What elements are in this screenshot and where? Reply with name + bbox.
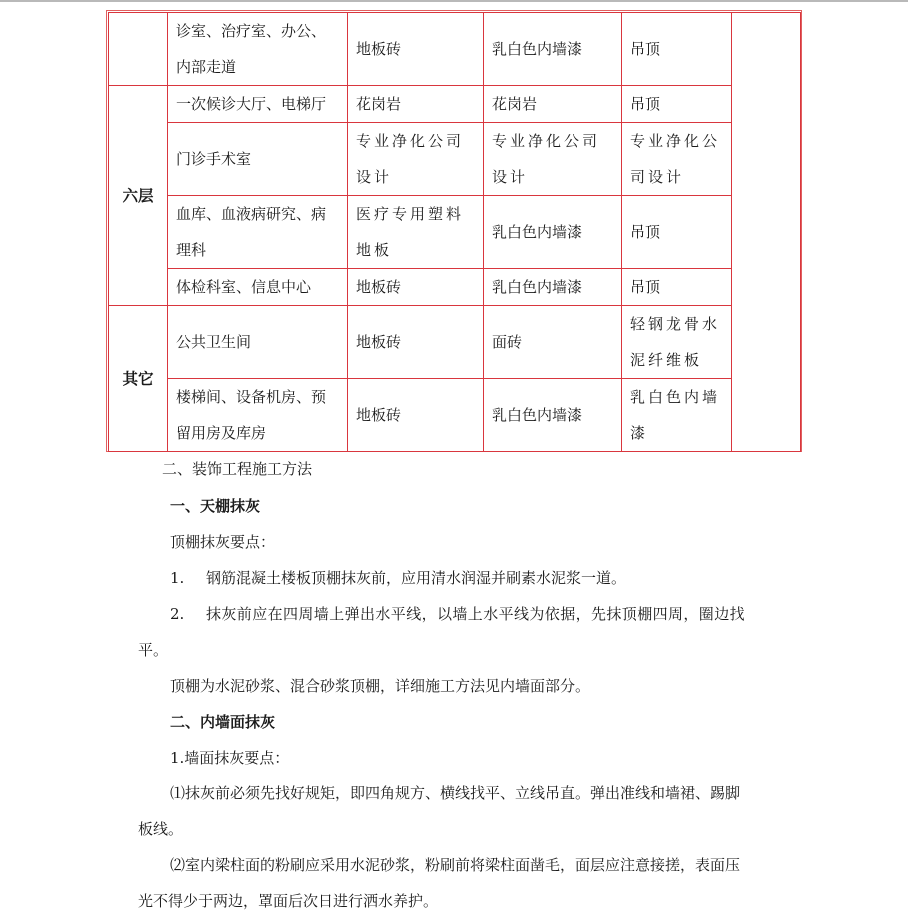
room-cell: 诊室、治疗室、办公、内部走道 xyxy=(168,13,348,86)
paragraph-continuation: 光不得少于两边，罩面后次日进行洒水养护。 xyxy=(138,892,439,910)
top-divider xyxy=(0,0,908,2)
wall-finish-cell: 乳白色内墙漆 xyxy=(484,13,622,86)
list-number: 2. xyxy=(170,605,185,623)
floor-label-cell: 其它 xyxy=(109,306,168,452)
table-row xyxy=(109,269,801,306)
table-row xyxy=(109,379,801,452)
room-cell: 门诊手术室 xyxy=(168,123,348,196)
ceiling-finish-cell: 专业净化公司设计 xyxy=(622,123,732,196)
wall-finish-cell: 面砖 xyxy=(484,306,622,379)
paragraph-continuation: 板线。 xyxy=(138,820,184,838)
ceiling-finish-cell: 吊顶 xyxy=(622,269,732,306)
blank-column xyxy=(732,13,801,452)
paragraph: 顶棚抹灰要点： xyxy=(170,533,276,551)
table-row xyxy=(109,123,801,196)
wall-finish-cell: 乳白色内墙漆 xyxy=(484,196,622,269)
ceiling-finish-cell: 吊顶 xyxy=(622,86,732,123)
floor-finish-cell: 地板砖 xyxy=(348,13,484,86)
ceiling-finish-cell: 吊顶 xyxy=(622,196,732,269)
heading-ceiling-plaster: 一、天棚抹灰 xyxy=(170,497,261,515)
ceiling-finish-cell: 轻钢龙骨水泥纤维板 xyxy=(622,306,732,379)
wall-finish-cell: 花岗岩 xyxy=(484,86,622,123)
list-item-continuation: 平。 xyxy=(138,641,169,659)
floor-finish-cell: 地板砖 xyxy=(348,379,484,452)
floor-cell xyxy=(109,13,168,86)
wall-finish-cell: 乳白色内墙漆 xyxy=(484,379,622,452)
paragraph: 顶棚为水泥砂浆、混合砂浆顶棚，详细施工方法见内墙面部分。 xyxy=(170,677,591,695)
table-row xyxy=(109,306,801,379)
floor-finish-cell: 花岗岩 xyxy=(348,86,484,123)
room-cell: 一次候诊大厅、电梯厅 xyxy=(168,86,348,123)
decoration-spec-table xyxy=(108,12,801,452)
paragraph: ⑴抹灰前必须先找好规矩，即四角规方、横线找平、立线吊直。弹出准线和墙裙、踢脚 xyxy=(170,784,741,802)
room-cell: 体检科室、信息中心 xyxy=(168,269,348,306)
heading-interior-wall-plaster: 二、内墙面抹灰 xyxy=(170,713,276,731)
list-number: 1. xyxy=(170,569,185,587)
list-item-text: 抹灰前应在四周墙上弹出水平线，以墙上水平线为依据，先抹顶棚四周，圈边找 xyxy=(206,605,746,623)
floor-finish-cell: 地板砖 xyxy=(348,306,484,379)
wall-finish-cell: 乳白色内墙漆 xyxy=(484,269,622,306)
room-cell: 楼梯间、设备机房、预留用房及库房 xyxy=(168,379,348,452)
paragraph: ⑵室内梁柱面的粉刷应采用水泥砂浆，粉刷前将梁柱面凿毛，面层应注意接搓，表面压 xyxy=(170,856,741,874)
floor-finish-cell: 地板砖 xyxy=(348,269,484,306)
floor-finish-cell: 医疗专用塑料地板 xyxy=(348,196,484,269)
paragraph: 1.墙面抹灰要点： xyxy=(170,749,290,767)
table-row xyxy=(109,13,801,86)
wall-finish-cell: 专业净化公司设计 xyxy=(484,123,622,196)
section-title: 二、装饰工程施工方法 xyxy=(162,460,313,478)
room-cell: 血库、血液病研究、病理科 xyxy=(168,196,348,269)
floor-finish-cell: 专业净化公司设计 xyxy=(348,123,484,196)
ceiling-finish-cell: 乳白色内墙漆 xyxy=(622,379,732,452)
ceiling-finish-cell: 吊顶 xyxy=(622,13,732,86)
table-row xyxy=(109,86,801,123)
floor-label-cell: 六层 xyxy=(109,86,168,306)
list-item-text: 钢筋混凝土楼板顶棚抹灰前，应用清水润湿并刷素水泥浆一道。 xyxy=(206,569,627,587)
room-cell: 公共卫生间 xyxy=(168,306,348,379)
table-row xyxy=(109,196,801,269)
